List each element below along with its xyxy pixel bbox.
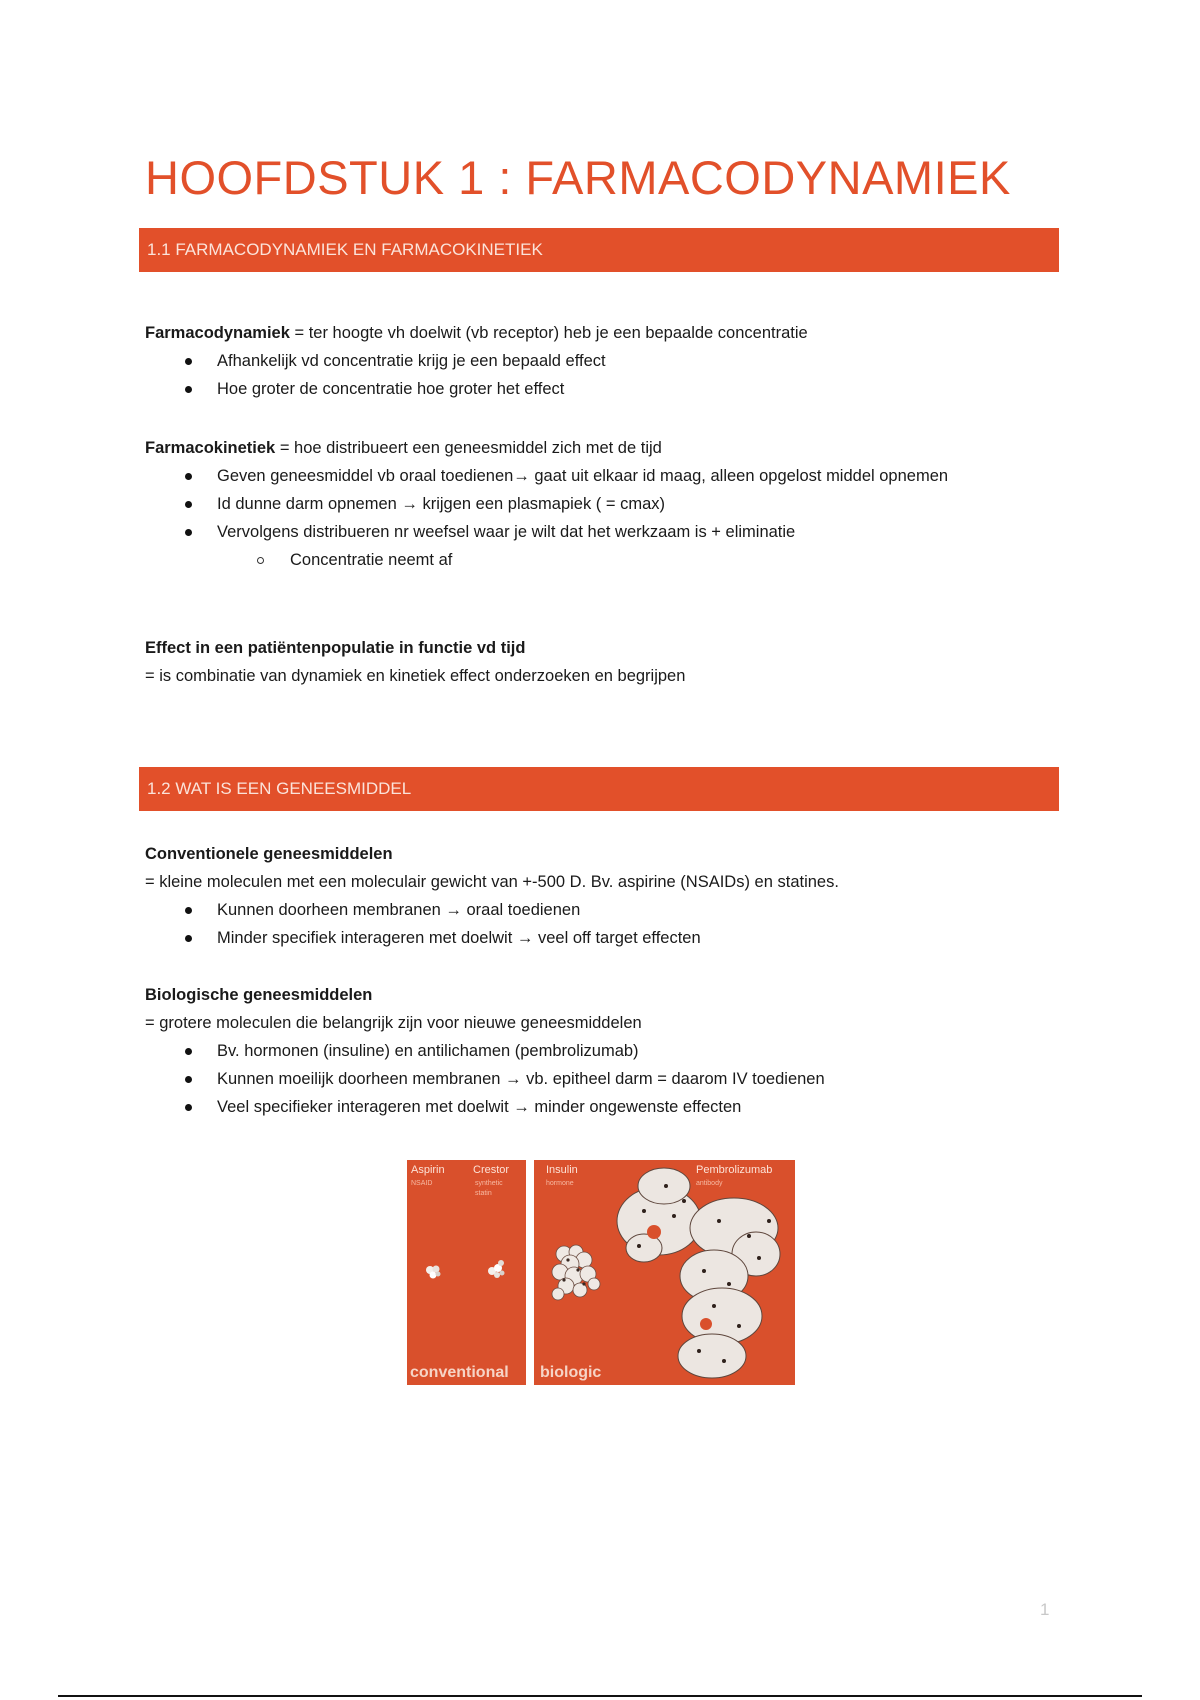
section-heading-1-2: 1.2 WAT IS EEN GENEESMIDDEL <box>139 767 1059 811</box>
molecule-comparison-figure <box>407 1160 795 1385</box>
farmacokinetiek-term: Farmacokinetiek <box>145 439 276 457</box>
conventional-list <box>145 896 1065 952</box>
crestor-label: Crestor <box>473 1164 510 1176</box>
biologic-list <box>145 1037 1065 1121</box>
crestor-molecule-icon <box>483 1258 509 1284</box>
conventional-block <box>145 840 1065 952</box>
effect-block <box>145 634 1065 690</box>
insulin-label: Insulin <box>546 1164 578 1176</box>
farmacokinetiek-list <box>145 462 1065 574</box>
biologic-block <box>145 981 1065 1121</box>
pembrolizumab-molecule-icon <box>604 1166 794 1381</box>
insulin-molecule-icon <box>544 1240 608 1308</box>
list-item: Afhankelijk vd concentratie krijg je een bepaald effect <box>145 347 1065 375</box>
list-item: Bv. hormonen (insuline) en antilichamen (pembrolizumab) <box>145 1037 1065 1065</box>
list-item: Vervolgens distribueren nr weefsel waar je wilt dat het werkzaam is + eliminatie <box>145 518 1065 546</box>
pembrolizumab-label: Pembrolizumab <box>696 1164 773 1176</box>
list-item: Minder specifiek interageren met doelwit → veel off target effecten <box>145 924 1065 952</box>
list-item: Kunnen moeilijk doorheen membranen → vb. epitheel darm = daarom IV toedienen <box>145 1065 1065 1093</box>
effect-term: Effect in een patiëntenpopulatie in functie vd tijd <box>145 639 526 657</box>
conventional-term: Conventionele geneesmiddelen <box>145 845 393 863</box>
page-number: 1 <box>1040 1600 1050 1619</box>
biologic-label: biologic <box>540 1364 602 1381</box>
insulin-sublabel: hormone <box>546 1180 574 1187</box>
list-item: Kunnen doorheen membranen → oraal toedienen <box>145 896 1065 924</box>
biologic-term: Biologische geneesmiddelen <box>145 986 373 1004</box>
list-item: Geven geneesmiddel vb oraal toedienen→ gaat uit elkaar id maag, alleen opgelost middel opnemen <box>145 462 1065 490</box>
list-item: Id dunne darm opnemen → krijgen een plasmapiek ( = cmax) <box>145 490 1065 518</box>
farmacodynamiek-definition <box>145 319 1065 347</box>
farmacodynamiek-block <box>145 319 1065 403</box>
page-title: HOOFDSTUK 1 : FARMACODYNAMIEK <box>145 151 1011 204</box>
sub-list-item: Concentratie neemt af <box>145 546 1065 574</box>
aspirin-sublabel: NSAID <box>411 1180 433 1187</box>
crestor-sublabel-1: synthetic <box>475 1180 503 1187</box>
farmacodynamiek-list <box>145 347 1065 403</box>
section-heading-1-1: 1.1 FARMACODYNAMIEK EN FARMACOKINETIEK <box>139 228 1059 272</box>
biologic-panel <box>534 1160 795 1385</box>
footer-divider <box>58 1695 1142 1697</box>
conventional-definition: = kleine moleculen met een moleculair gewicht van +-500 D. Bv. aspirine (NSAIDs) en statines. <box>145 873 839 891</box>
list-item: Veel specifieker interageren met doelwit → minder ongewenste effecten <box>145 1093 1065 1121</box>
aspirin-label: Aspirin <box>411 1164 445 1176</box>
farmacokinetiek-definition <box>145 434 1065 462</box>
farmacokinetiek-text: = hoe distribueert een geneesmiddel zich met de tijd <box>275 439 662 457</box>
farmacodynamiek-term: Farmacodynamiek <box>145 324 290 342</box>
farmacodynamiek-text: = ter hoogte vh doelwit (vb receptor) heb je een bepaalde concentratie <box>289 324 808 342</box>
conventional-panel <box>407 1160 526 1385</box>
pembrolizumab-sublabel: antibody <box>696 1180 723 1187</box>
effect-definition: = is combinatie van dynamiek en kinetiek effect onderzoeken en begrijpen <box>145 667 686 685</box>
crestor-sublabel-2: statin <box>475 1190 492 1197</box>
list-item: Hoe groter de concentratie hoe groter het effect <box>145 375 1065 403</box>
biologic-definition: = grotere moleculen die belangrijk zijn voor nieuwe geneesmiddelen <box>145 1014 642 1032</box>
farmacokinetiek-block <box>145 434 1065 574</box>
aspirin-molecule-icon <box>423 1262 445 1282</box>
conventional-label: conventional <box>410 1364 509 1381</box>
